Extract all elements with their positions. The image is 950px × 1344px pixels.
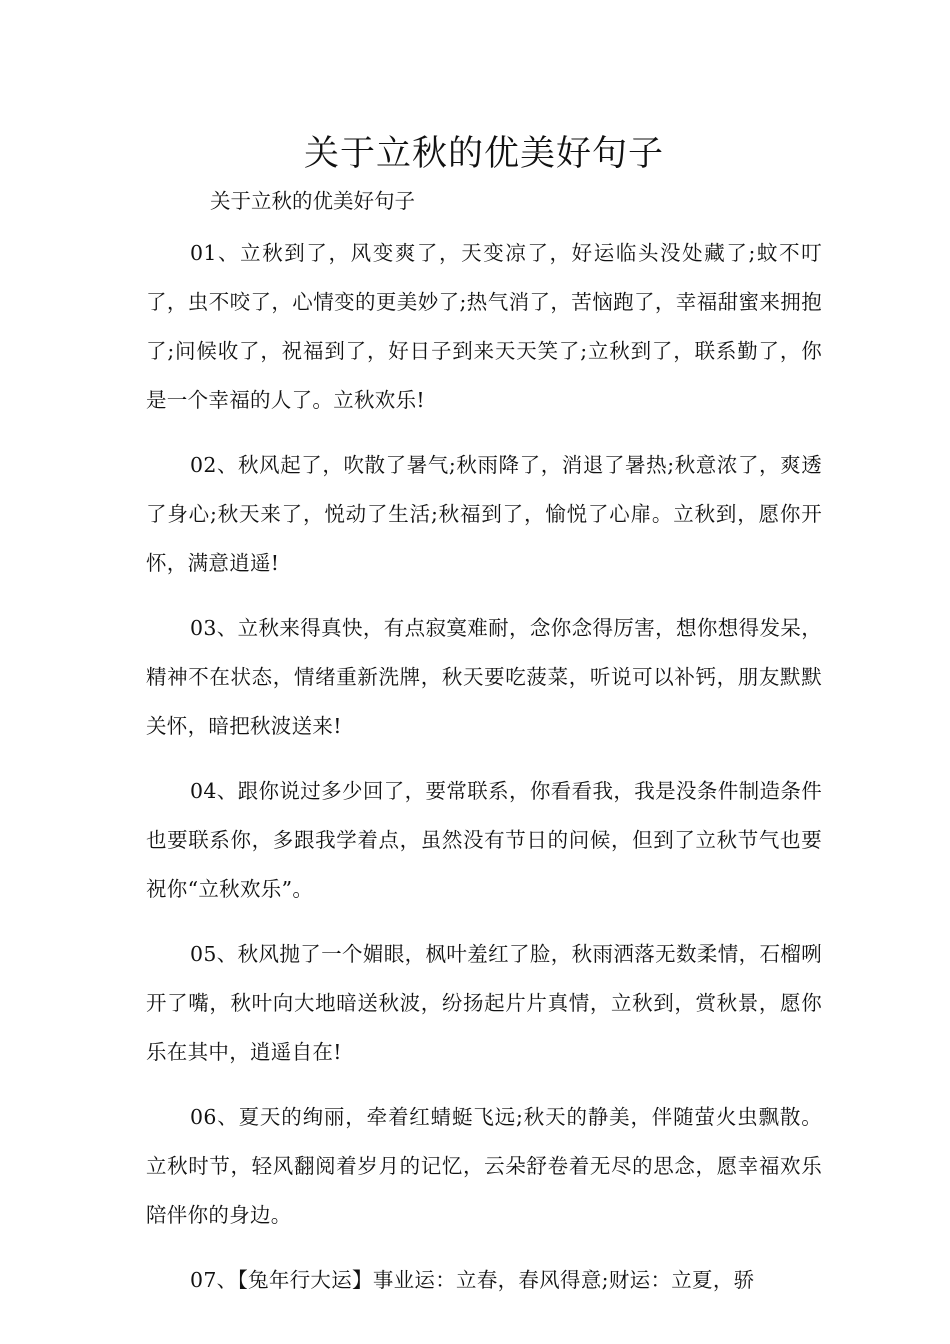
paragraph-02: 02、秋风起了，吹散了暑气;秋雨降了，消退了暑热;秋意浓了，爽透了身心;秋天来了，悦动了生活;秋福到了，愉悦了心扉。立秋到，愿你开怀，满意逍遥! (146, 453, 822, 575)
document-title: 关于立秋的优美好句子 (303, 134, 664, 174)
paragraph-05: 05、秋风抛了一个媚眼，枫叶羞红了脸，秋雨洒落无数柔情，石榴咧开了嘴，秋叶向大地暗送秋波，纷扬起片片真情，立秋到，赏秋景，愿你乐在其中，逍遥自在! (146, 942, 822, 1064)
paragraph-07: 07、【兔年行大运】事业运：立春，春风得意;财运：立夏，骄 (190, 1268, 755, 1292)
paragraph-04: 04、跟你说过多少回了，要常联系，你看看我，我是没条件制造条件也要联系你，多跟我学着点，虽然没有节日的问候，但到了立秋节气也要祝你“立秋欢乐”。 (146, 779, 822, 901)
document-subtitle: 关于立秋的优美好句子 (210, 189, 415, 213)
paragraph-03: 03、立秋来得真快，有点寂寞难耐，念你念得厉害，想你想得发呆，精神不在状态，情绪重新洗牌，秋天要吃菠菜，听说可以补钙，朋友默默关怀，暗把秋波送来! (146, 616, 822, 738)
paragraph-01: 01、立秋到了，风变爽了，天变凉了，好运临头没处藏了;蚊不叮了，虫不咬了，心情变的更美妙了;热气消了，苦恼跑了，幸福甜蜜来拥抱了;问候收了，祝福到了，好日子到来天天笑了;立秋到了，联系勤了，你是一个幸福的人了。立秋欢乐! (146, 241, 822, 412)
paragraph-06: 06、夏天的绚丽，牵着红蜻蜓飞远;秋天的静美，伴随萤火虫飘散。立秋时节，轻风翻阅着岁月的记忆，云朵舒卷着无尽的思念，愿幸福欢乐陪伴你的身边。 (146, 1105, 822, 1227)
